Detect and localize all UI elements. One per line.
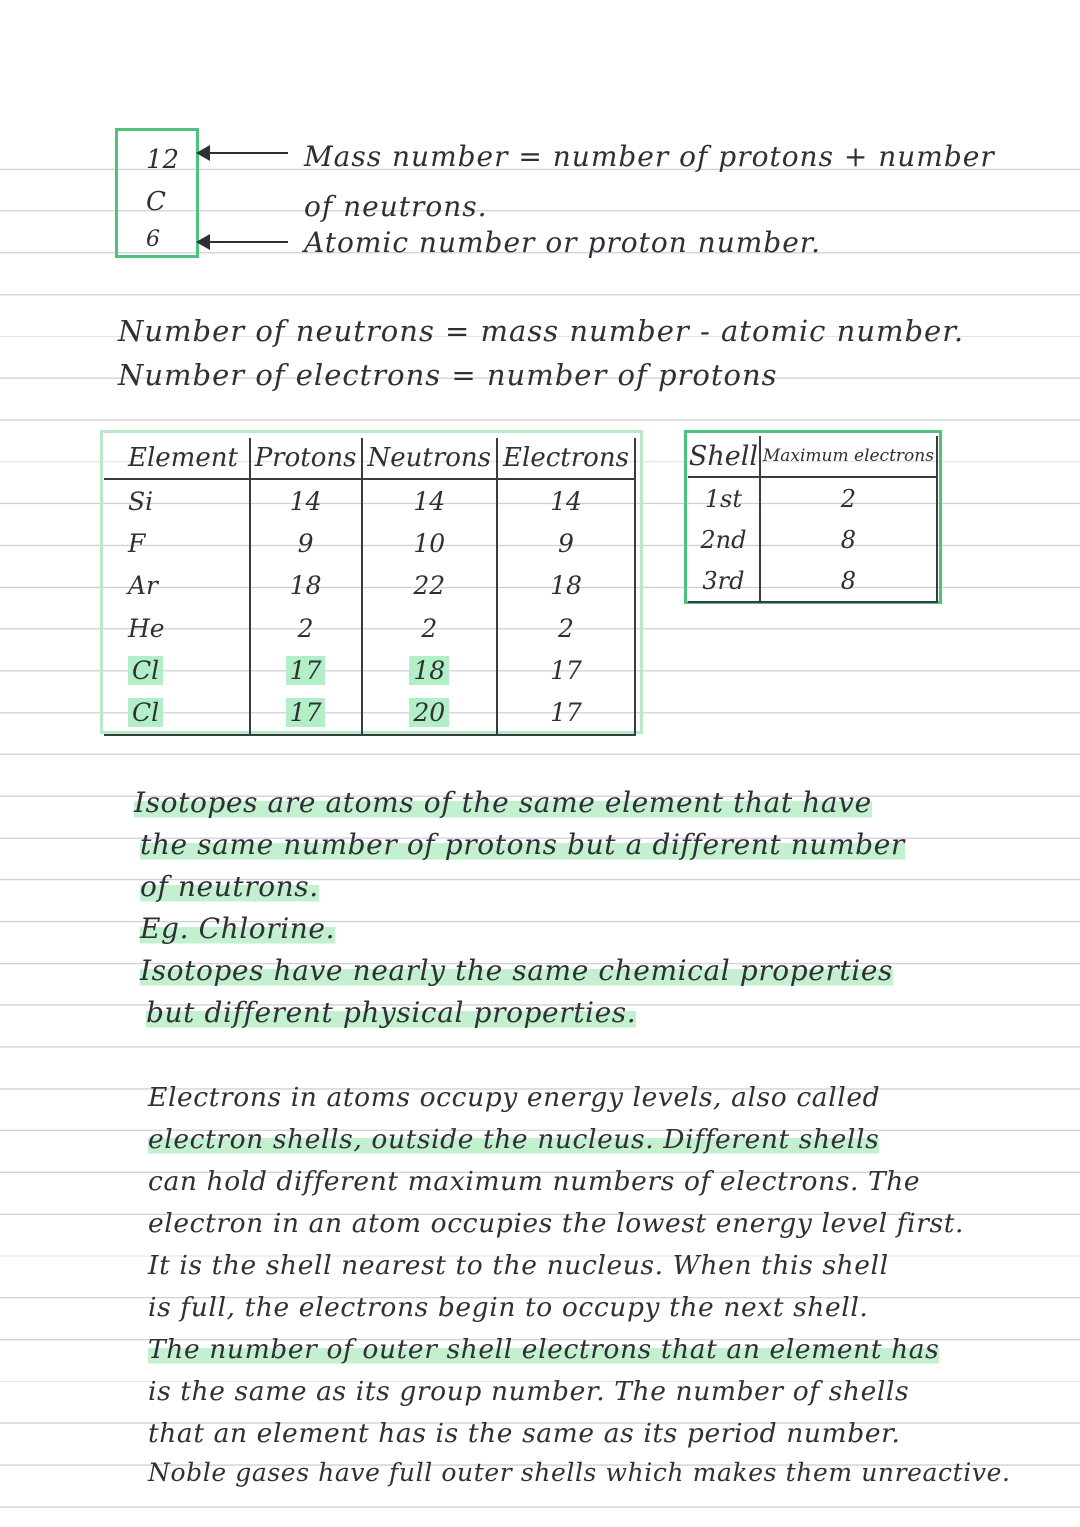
cell-element: Cl: [104, 691, 250, 734]
cell-electrons: 2: [497, 607, 635, 649]
isotopes-line1: Isotopes are atoms of the same element that have: [134, 786, 872, 819]
element-table: [104, 438, 636, 736]
atomic-number-label: Atomic number or proton number.: [304, 226, 821, 259]
cell-electrons: 17: [497, 691, 635, 734]
atomic-arrow-icon: [198, 241, 288, 243]
electrons-para-line5: It is the shell nearest to the nucleus. When this shell: [148, 1250, 889, 1281]
cell-neutrons: 2: [362, 607, 497, 649]
atomic-number-value: 6: [146, 227, 160, 252]
electrons-para-line3: can hold different maximum numbers of electrons. The: [148, 1166, 921, 1197]
electrons-para-line4: electron in an atom occupies the lowest energy level first.: [148, 1208, 964, 1239]
table-row: [688, 477, 937, 519]
cell-max: 2: [760, 477, 937, 519]
table-row: [104, 522, 635, 564]
element-notation-box: [115, 128, 199, 258]
header-element: Element: [104, 438, 250, 479]
shell-table-header: [688, 436, 937, 477]
table-row: [688, 519, 937, 560]
cell-protons: 17: [250, 649, 362, 691]
cell-shell: 1st: [688, 477, 760, 519]
electrons-formula: Number of electrons = number of protons: [118, 358, 778, 392]
isotopes-example: Eg. Chlorine.: [140, 912, 336, 945]
mass-number-value: 12: [146, 145, 180, 175]
mass-number-label-line2: of neutrons.: [304, 190, 488, 223]
table-row: [104, 565, 635, 607]
isotopes-line6: but different physical properties.: [146, 996, 637, 1029]
cell-max: 8: [760, 519, 937, 560]
element-table-header: [104, 438, 635, 479]
cell-protons: 17: [250, 691, 362, 734]
electrons-para-line6: is full, the electrons begin to occupy the next shell.: [148, 1292, 869, 1323]
electrons-para-line9: that an element has is the same as its period number.: [148, 1418, 901, 1449]
electrons-para-line2: electron shells, outside the nucleus. Different shells: [148, 1124, 880, 1155]
cell-neutrons: 10: [362, 522, 497, 564]
table-row: [104, 649, 635, 691]
header-max-electrons: Maximum electrons: [760, 436, 937, 477]
cell-element: F: [104, 522, 250, 564]
cell-shell: 2nd: [688, 519, 760, 560]
isotopes-line2: the same number of protons but a different number: [140, 828, 905, 861]
cell-shell: 3rd: [688, 560, 760, 602]
isotopes-line5: Isotopes have nearly the same chemical properties: [140, 954, 893, 987]
header-protons: Protons: [250, 438, 362, 479]
cell-protons: 14: [250, 479, 362, 522]
cell-neutrons: 18: [362, 649, 497, 691]
cell-neutrons: 20: [362, 691, 497, 734]
cell-electrons: 9: [497, 522, 635, 564]
cell-max: 8: [760, 560, 937, 602]
cell-electrons: 18: [497, 565, 635, 607]
electrons-para-line8: is the same as its group number. The number of shells: [148, 1376, 910, 1407]
table-row: [104, 607, 635, 649]
cell-electrons: 14: [497, 479, 635, 522]
mass-number-label-line1: Mass number = number of protons + number: [304, 140, 995, 173]
header-shell: Shell: [688, 436, 760, 477]
table-row: [104, 479, 635, 522]
shell-table: [688, 436, 938, 603]
cell-element: Ar: [104, 565, 250, 607]
neutrons-formula: Number of neutrons = mass number - atomic number.: [118, 314, 965, 348]
cell-element: Si: [104, 479, 250, 522]
cell-electrons: 17: [497, 649, 635, 691]
cell-element: He: [104, 607, 250, 649]
header-electrons: Electrons: [497, 438, 635, 479]
cell-neutrons: 22: [362, 565, 497, 607]
table-row: [688, 560, 937, 602]
isotopes-line3: of neutrons.: [140, 870, 319, 903]
element-symbol: C: [146, 187, 166, 217]
cell-protons: 9: [250, 522, 362, 564]
electrons-para-line7: The number of outer shell electrons that an element has: [148, 1334, 940, 1365]
cell-protons: 2: [250, 607, 362, 649]
electrons-para-line10: Noble gases have full outer shells which makes them unreactive.: [148, 1458, 1011, 1487]
mass-arrow-icon: [198, 152, 288, 154]
table-row: [104, 691, 635, 734]
header-neutrons: Neutrons: [362, 438, 497, 479]
cell-neutrons: 14: [362, 479, 497, 522]
cell-element: Cl: [104, 649, 250, 691]
cell-protons: 18: [250, 565, 362, 607]
electrons-para-line1: Electrons in atoms occupy energy levels, also called: [148, 1082, 881, 1113]
